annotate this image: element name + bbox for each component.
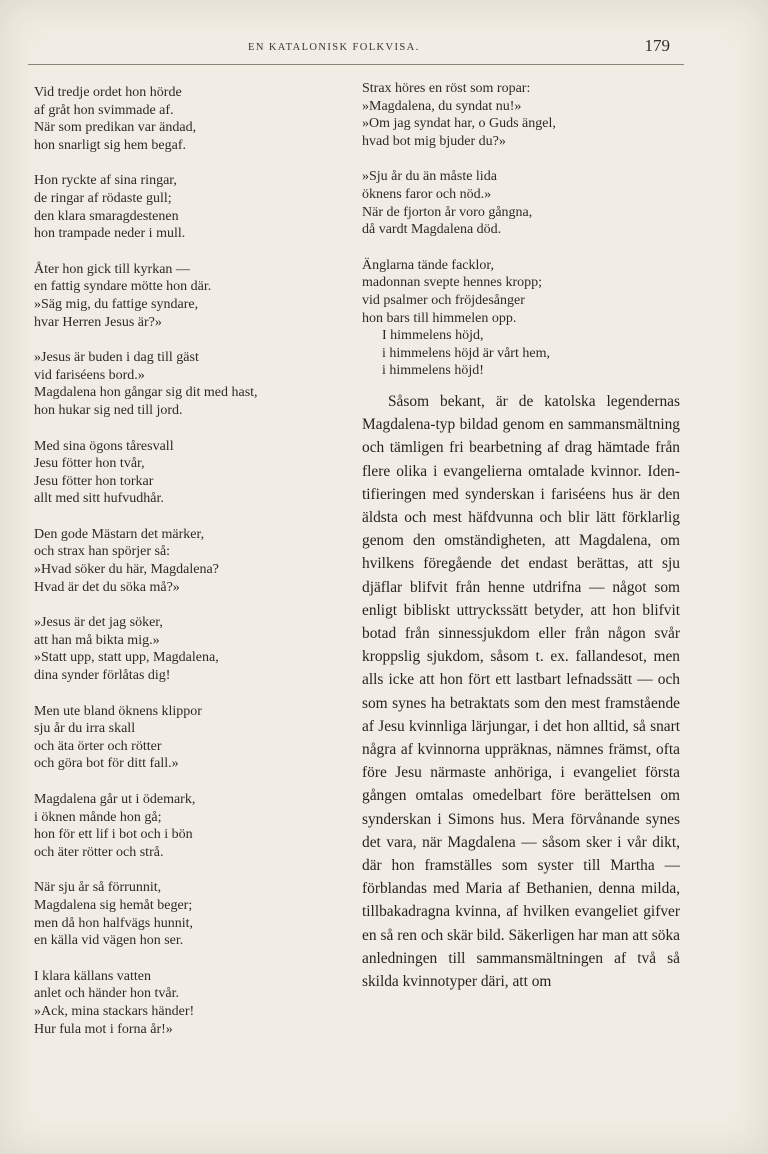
verse-line: hon hukar sig ned till jord. <box>34 402 183 418</box>
refrain-line: I himmelens höjd, <box>382 328 484 344</box>
verse-line: När de fjorton år voro gångna, <box>362 204 533 220</box>
refrain-line: i himmelens höjd är vårt hem, <box>382 345 550 361</box>
verse-line: Magdalena hon gångar sig dit med hast, <box>34 385 258 401</box>
stanza <box>362 80 680 150</box>
stanza <box>34 438 354 508</box>
verse-line: hvad bot mig bjuder du?» <box>362 133 506 149</box>
verse-line: hon för ett lif i bot och i bön <box>34 827 193 843</box>
verse-line: »Ack, mina stackars händer! <box>34 1003 195 1019</box>
verse-line: »Säg mig, du fattige syndare, <box>34 296 199 312</box>
verse-line: Men ute bland öknens klippor <box>34 703 202 719</box>
commentary-paragraph: Såsom bekant, är de katolska legendernas Magdalena-typ bildad genom en sammansmältning och tämligen fri bearbetning af drag hämtade från flere olika i evangelierna omtalade kvinnor. Identifieringen med synderskan i fariséens hus är den äldsta och mest häfdvunna och blir lätt förklarlig genom den omständigheten, att Magdalena, om hvilkens föregående det endast berättas, att sju djäflar blifvit från henne utdrifna — något som enligt bibliskt uttryckssätt betyder, att hon blifvit botad från sinnessjukdom eller från någon svår kroppslig sjukdom, såsom t. ex. fallandesot, men alls icke att hon fört ett lastbart lefnadssätt — och som synes ha betraktats som den mest framstående af Jesu kvinnliga lärjungar, i det hon alltid, så snart några af kvinnorna uppräknas, nämnes främst, ofta före Jesu närmaste anhöriga, i evangeliet första gången omtalas omedelbart före berättelsen om synderskan i Simons hus. Mera förvånande synes det vara, när Magdalena — såsom sker i vår dikt, där hon framställes som syster till Martha — förblandas med Maria af Bethanien, denna milda, tillbakadragna kvinna, af hvilken evangeliet gifver en så ren och skär bild. Säkerligen har man att söka anledningen till sammansmältningen af två så skilda kvinnotyper däri, att om <box>362 392 680 990</box>
verse-line: af gråt hon svimmade af. <box>34 102 174 118</box>
verse-line: då vardt Magdalena död. <box>362 222 502 238</box>
verse-line: När som predikan var ändad, <box>34 120 197 136</box>
verse-line: den klara smaragdestenen <box>34 208 179 224</box>
verse-line: »Statt upp, statt upp, Magdalena, <box>34 650 219 666</box>
refrain <box>362 327 680 380</box>
verse-line: hon trampade neder i mull. <box>34 226 186 242</box>
verse-line: madonnan svepte hennes kropp; <box>362 275 543 291</box>
verse-line: I klara källans vatten <box>34 968 152 984</box>
verse-line: Magdalena går ut i ödemark, <box>34 792 196 807</box>
verse-line: vid fariséens bord.» <box>34 367 145 383</box>
verse-line: vid psalmer och fröjdesånger <box>362 292 525 308</box>
verse-line: allt med sitt hufvudhår. <box>34 491 164 507</box>
stanza <box>34 526 354 596</box>
left-column <box>34 84 354 1056</box>
verse-line: När sju år så förrunnit, <box>34 880 162 896</box>
verse-line: »Jesus är buden i dag till gäst <box>34 350 199 366</box>
verse-line: och äter rötter och strå. <box>34 844 164 860</box>
verse-line: i öknen månde hon gå; <box>34 809 162 825</box>
stanza <box>34 703 354 773</box>
stanza <box>34 172 354 242</box>
verse-line: dina synder förlåtas dig! <box>34 668 171 684</box>
stanza <box>34 791 354 861</box>
verse-line: att han må bikta mig.» <box>34 632 160 648</box>
verse-line: och göra bot för ditt fall.» <box>34 756 179 772</box>
verse-line: »Sju år du än måste lida <box>362 169 497 185</box>
verse-line: anlet och händer hon tvår. <box>34 986 180 1002</box>
running-head: EN KATALONISK FOLKVISA. <box>248 42 420 53</box>
verse-line: och strax han spörjer så: <box>34 544 171 560</box>
verse-line: Åter hon gick till kyrkan — <box>34 261 190 277</box>
stanza <box>34 879 354 949</box>
stanza <box>34 84 354 154</box>
page-number: 179 <box>644 36 670 55</box>
verse-line: Strax höres en röst som ropar: <box>362 81 531 96</box>
verse-line: Hur fula mot i forna år!» <box>34 1021 173 1037</box>
verse-line: Vid tredje ordet hon hörde <box>34 85 182 100</box>
verse-line: öknens faror och nöd.» <box>362 186 492 202</box>
stanza <box>34 968 354 1038</box>
stanza <box>362 168 680 238</box>
verse-line: de ringar af rödaste gull; <box>34 190 172 206</box>
verse-line: Jesu fötter hon torkar <box>34 473 154 489</box>
verse-line: »Jesus är det jag söker, <box>34 615 163 631</box>
verse-line: sju år du irra skall <box>34 721 136 737</box>
stanza <box>34 349 354 419</box>
verse-line: Den gode Mästarn det märker, <box>34 526 205 542</box>
verse-line: Hvad är det du söka må?» <box>34 579 180 595</box>
verse-line: Magdalena sig hemåt beger; <box>34 897 193 913</box>
stanza <box>362 257 680 327</box>
verse-line: hvar Herren Jesus är?» <box>34 314 162 330</box>
verse-line: en källa vid vägen hon ser. <box>34 933 184 949</box>
verse-line: en fattig syndare mötte hon där. <box>34 279 212 295</box>
verse-line: Med sina ögons tåresvall <box>34 438 174 454</box>
refrain-line: i himmelens höjd! <box>382 363 484 379</box>
verse-line: hon snarligt sig hem begaf. <box>34 137 187 153</box>
verse-line: Änglarna tände facklor, <box>362 257 494 273</box>
verse-line: »Magdalena, du syndat nu!» <box>362 98 522 114</box>
verse-line: Hon ryckte af sina ringar, <box>34 173 177 189</box>
stanza <box>34 614 354 684</box>
verse-line: »Hvad söker du här, Magdalena? <box>34 562 219 578</box>
verse-line: »Om jag syndat har, o Guds ängel, <box>362 116 556 132</box>
page-header <box>28 34 684 65</box>
stanza <box>34 261 354 331</box>
right-column <box>362 80 680 993</box>
verse-line: men då hon halfvägs hunnit, <box>34 915 194 931</box>
verse-line: Jesu fötter hon tvår, <box>34 456 145 472</box>
verse-line: hon bars till himmelen opp. <box>362 310 517 326</box>
verse-line: och äta örter och rötter <box>34 738 162 754</box>
